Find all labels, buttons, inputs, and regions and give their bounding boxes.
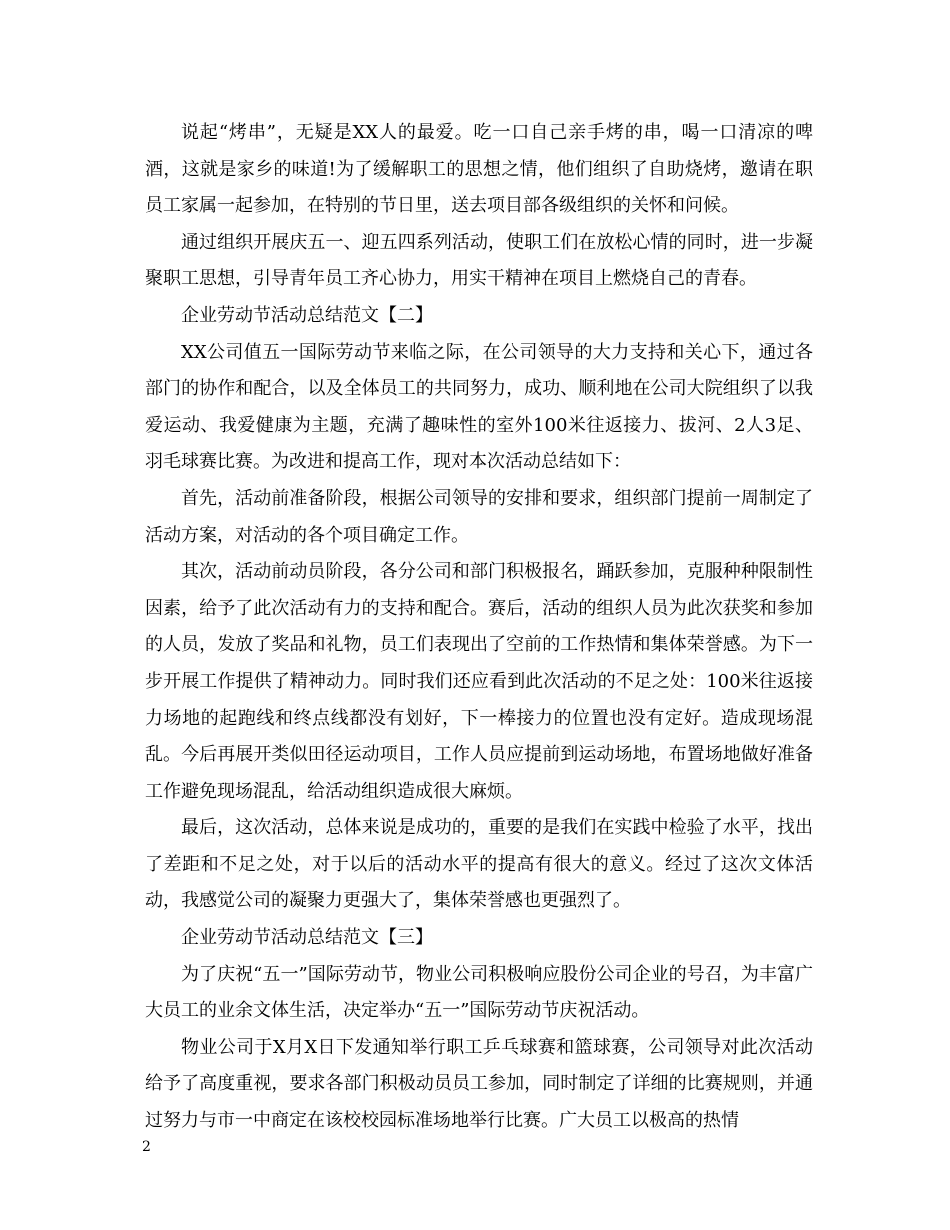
page-number: 2	[142, 1139, 151, 1155]
paragraph-second: 其次，活动前动员阶段，各分公司和部门积极报名，踊跃参加，克服种种限制性因素，给予了此次活动有力的支持和配合。赛后，活动的组织人员为此次获奖和参加的人员，发放了奖品和礼物，员工们表现出了空前的工作热情和集体荣誉感。为下一步开展工作提供了精神动力。同时我们还应看到此次活动的不足之处：100米往返接力场地的起跑线和终点线都没有划好，下一棒接力的位置也没有定好。造成现场混乱。今后再展开类似田径运动项目，工作人员应提前到运动场地，布置场地做好准备工作避免现场混乱，给活动组织造成很大麻烦。	[145, 561, 813, 802]
paragraph-company-event: XX公司值五一国际劳动节来临之际，在公司领导的大力支持和关心下，通过各部门的协作和配合，以及全体员工的共同努力，成功、顺利地在公司大院组织了以我爱运动、我爱健康为主题，充满了趣味性的室外100米往返接力、拔河、2人3足、羽毛球赛比赛。为改进和提高工作，现对本次活动总结如下：	[145, 341, 813, 473]
paragraph-tournament: 物业公司于X月X日下发通知举行职工乒乓球赛和篮球赛，公司领导对此次活动给予了高度重视，要求各部门积极动员员工参加，同时制定了详细的比赛规则，并通过努力与市一中商定在该校校园标准场地举行比赛。广大员工以极高的热情	[145, 1036, 813, 1132]
paragraph-celebration: 为了庆祝“五一”国际劳动节，物业公司积极响应股份公司企业的号召，为丰富广大员工的业余文体生活，决定举办“五一”国际劳动节庆祝活动。	[145, 963, 813, 1022]
section-heading-three: 企业劳动节活动总结范文【三】	[181, 927, 433, 949]
paragraph-last: 最后，这次活动，总体来说是成功的，重要的是我们在实践中检验了水平，找出了差距和不足之处，对于以后的活动水平的提高有很大的意义。经过了这次文体活动，我感觉公司的凝聚力更强大了，集体荣誉感也更强烈了。	[145, 817, 813, 912]
paragraph-first: 首先，活动前准备阶段，根据公司领导的安排和要求，组织部门提前一周制定了活动方案，对活动的各个项目确定工作。	[145, 487, 813, 546]
paragraph-may-day-activities: 通过组织开展庆五一、迎五四系列活动，使职工们在放松心情的同时，进一步凝聚职工思想，引导青年员工齐心协力，用实干精神在项目上燃烧自己的青春。	[145, 231, 813, 290]
paragraph-intro-barbecue: 说起“烤串”，无疑是XX人的最爱。吃一口自己亲手烤的串，喝一口清凉的啤酒，这就是家乡的味道!为了缓解职工的思想之情，他们组织了自助烧烤，邀请在职员工家属一起参加，在特别的节日里，送去项目部各级组织的关怀和问候。	[145, 122, 813, 217]
document-body	[145, 115, 813, 1140]
section-heading-two: 企业劳动节活动总结范文【二】	[181, 304, 433, 326]
